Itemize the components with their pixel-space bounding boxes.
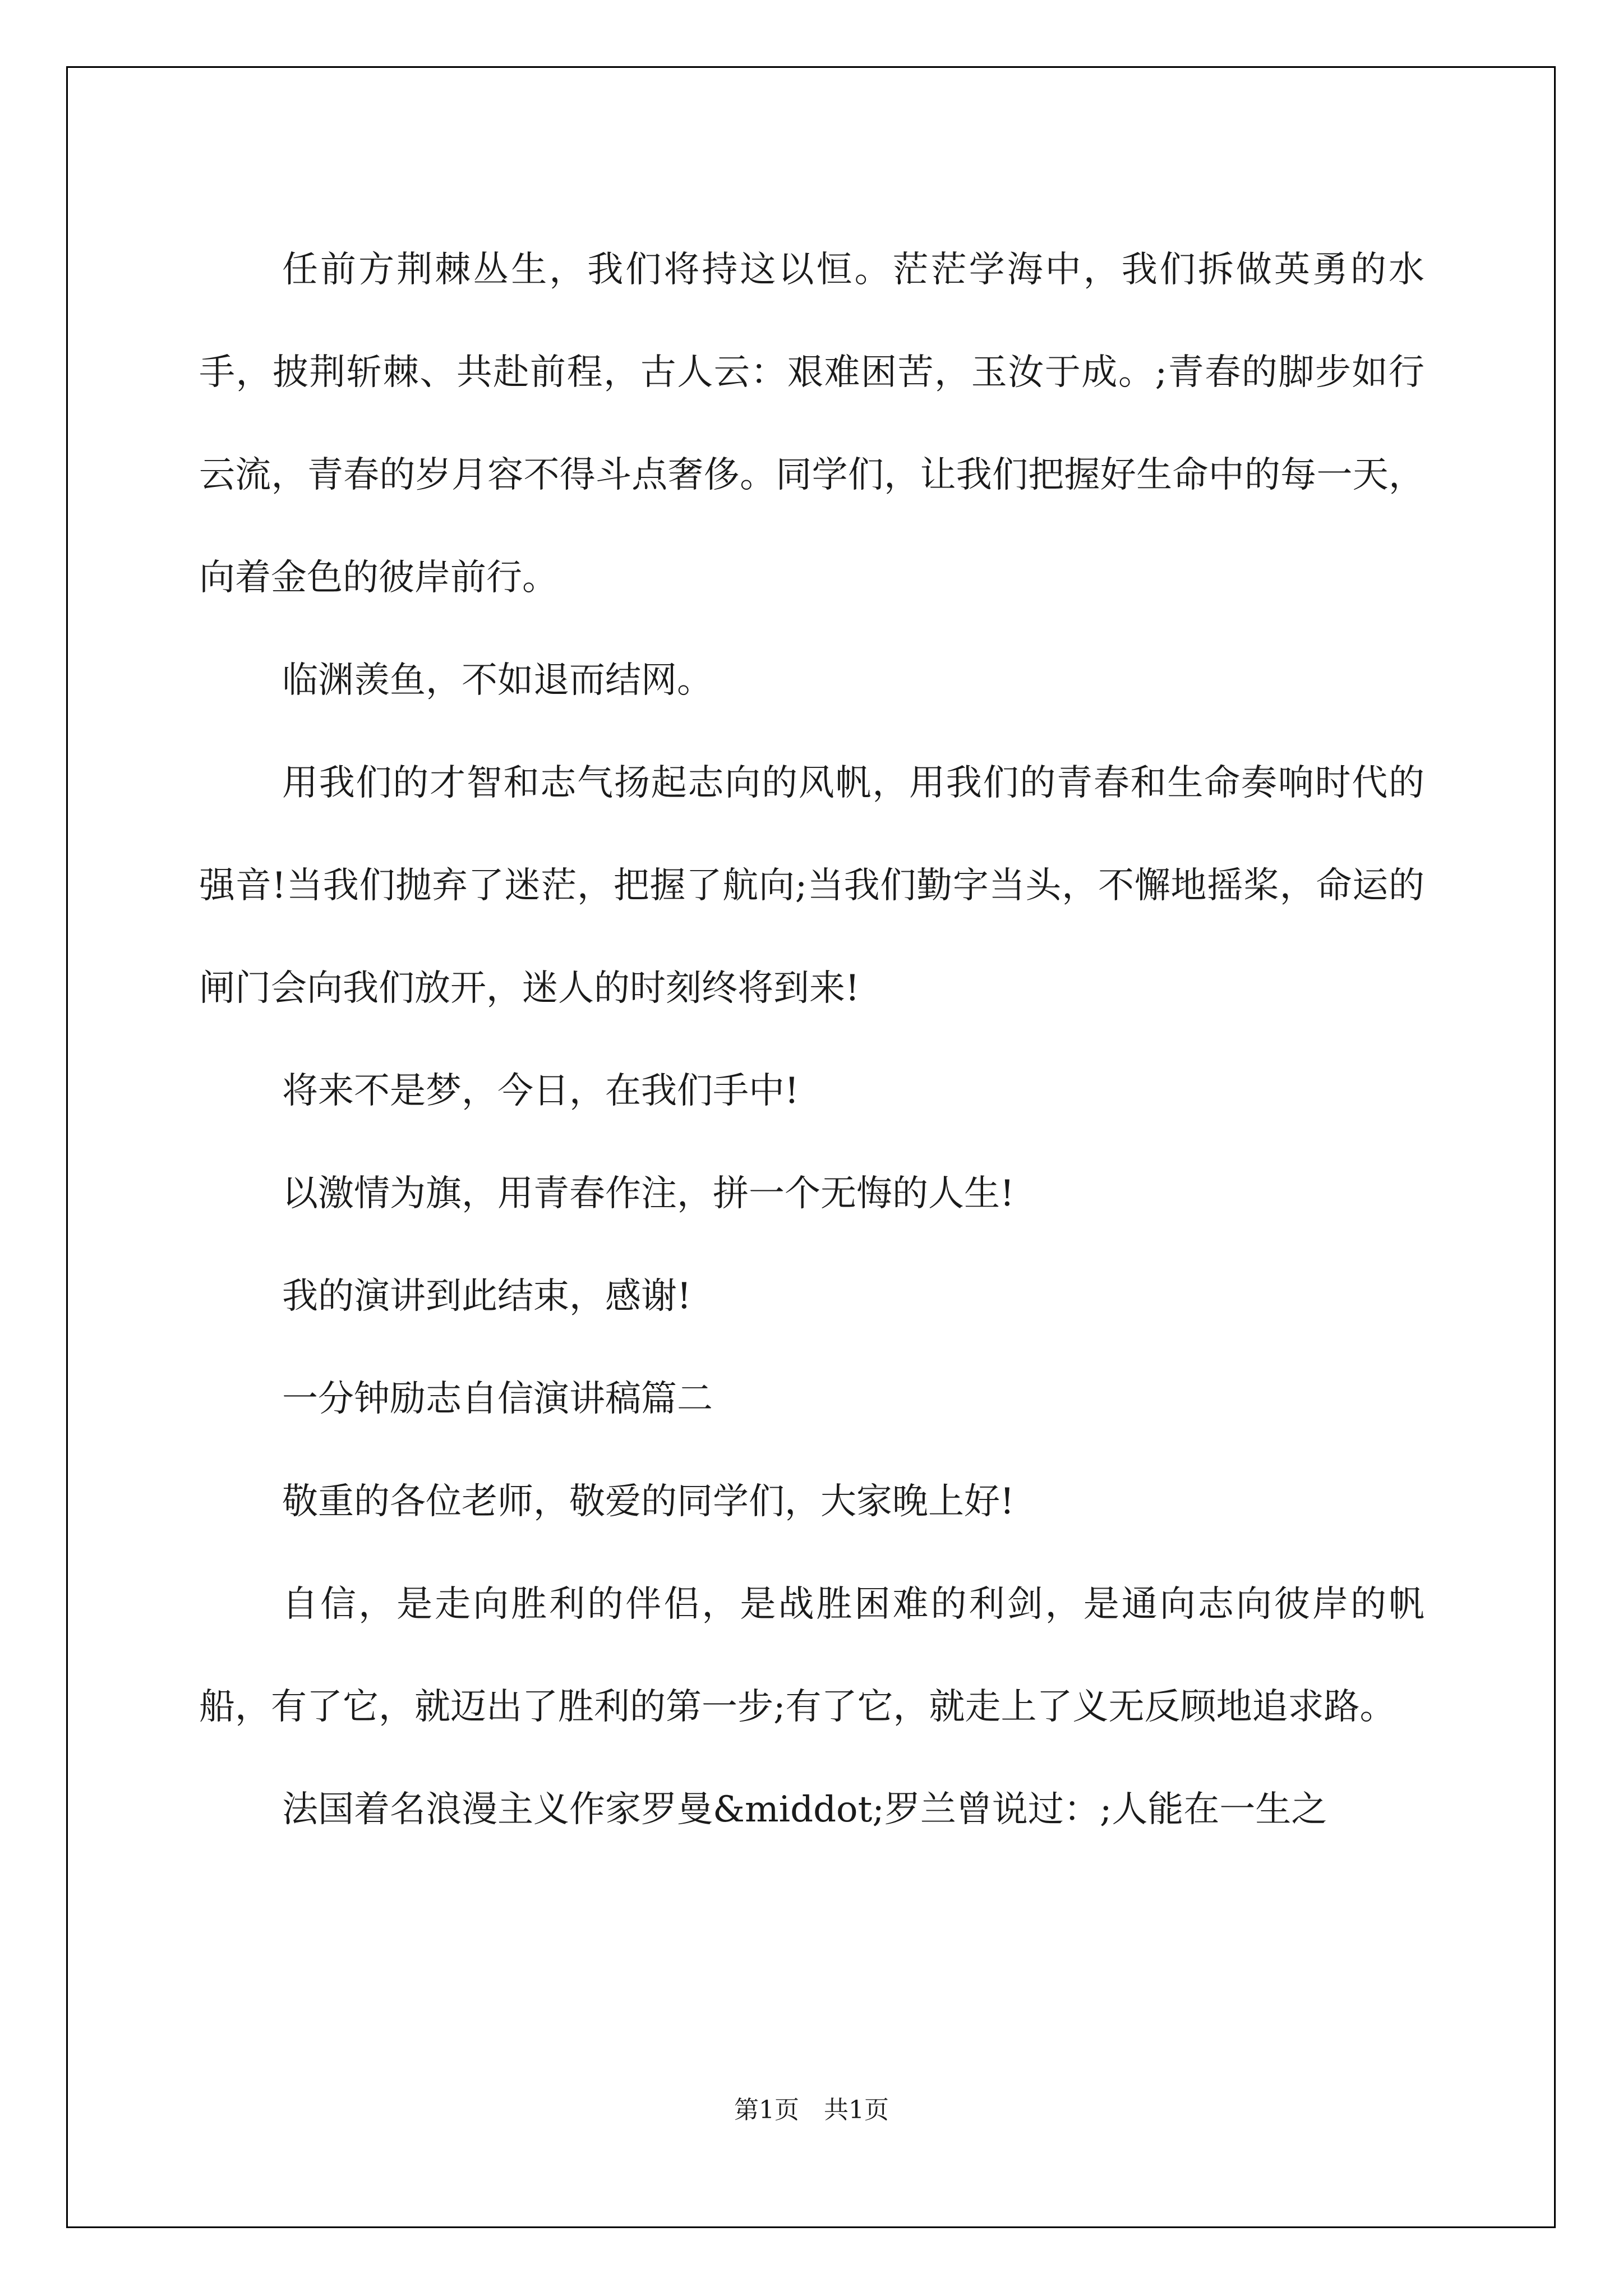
document-body: [199, 219, 1424, 1861]
paragraph: 将来不是梦，今日，在我们手中!: [282, 1070, 799, 1112]
paragraph: 法国着名浪漫主义作家罗曼&middot;罗兰曾说过：;人能在一生之: [282, 1789, 1327, 1830]
page-total: 共1页: [824, 2096, 889, 2124]
section-heading: 一分钟励志自信演讲稿篇二: [282, 1378, 713, 1420]
paragraph: 自信，是走向胜利的伴侣，是战胜困难的利剑，是通向志向彼岸的帆船，有了它，就迈出了胜利的第一步;有了它，就走上了义无反顾地追求路。: [199, 1584, 1424, 1728]
paragraph: 任前方荆棘丛生，我们将持这以恒。茫茫学海中，我们拆做英勇的水手，披荆斩棘、共赴前程，古人云：艰难困苦，玉汝于成。;青春的脚步如行云流，青春的岁月容不得斗点奢侈。同学们，让我们把握好生命中的每一天，向着金色的彼岸前行。: [199, 249, 1424, 599]
paragraph: 临渊羡鱼，不如退而结网。: [282, 660, 713, 701]
paragraph: 用我们的才智和志气扬起志向的风帆，用我们的青春和生命奏响时代的强音!当我们抛弃了迷茫，把握了航向;当我们勤字当头，不懈地摇桨，命运的闸门会向我们放开，迷人的时刻终将到来!: [199, 762, 1424, 1009]
paragraph: 敬重的各位老师，敬爱的同学们，大家晚上好!: [282, 1481, 1015, 1522]
paragraph: 以激情为旗，用青春作注，拼一个无悔的人生!: [282, 1173, 1015, 1214]
page-number: 第1页: [734, 2096, 799, 2124]
paragraph: 我的演讲到此结束，感谢!: [282, 1276, 691, 1317]
page-footer: [0, 2090, 1623, 2125]
